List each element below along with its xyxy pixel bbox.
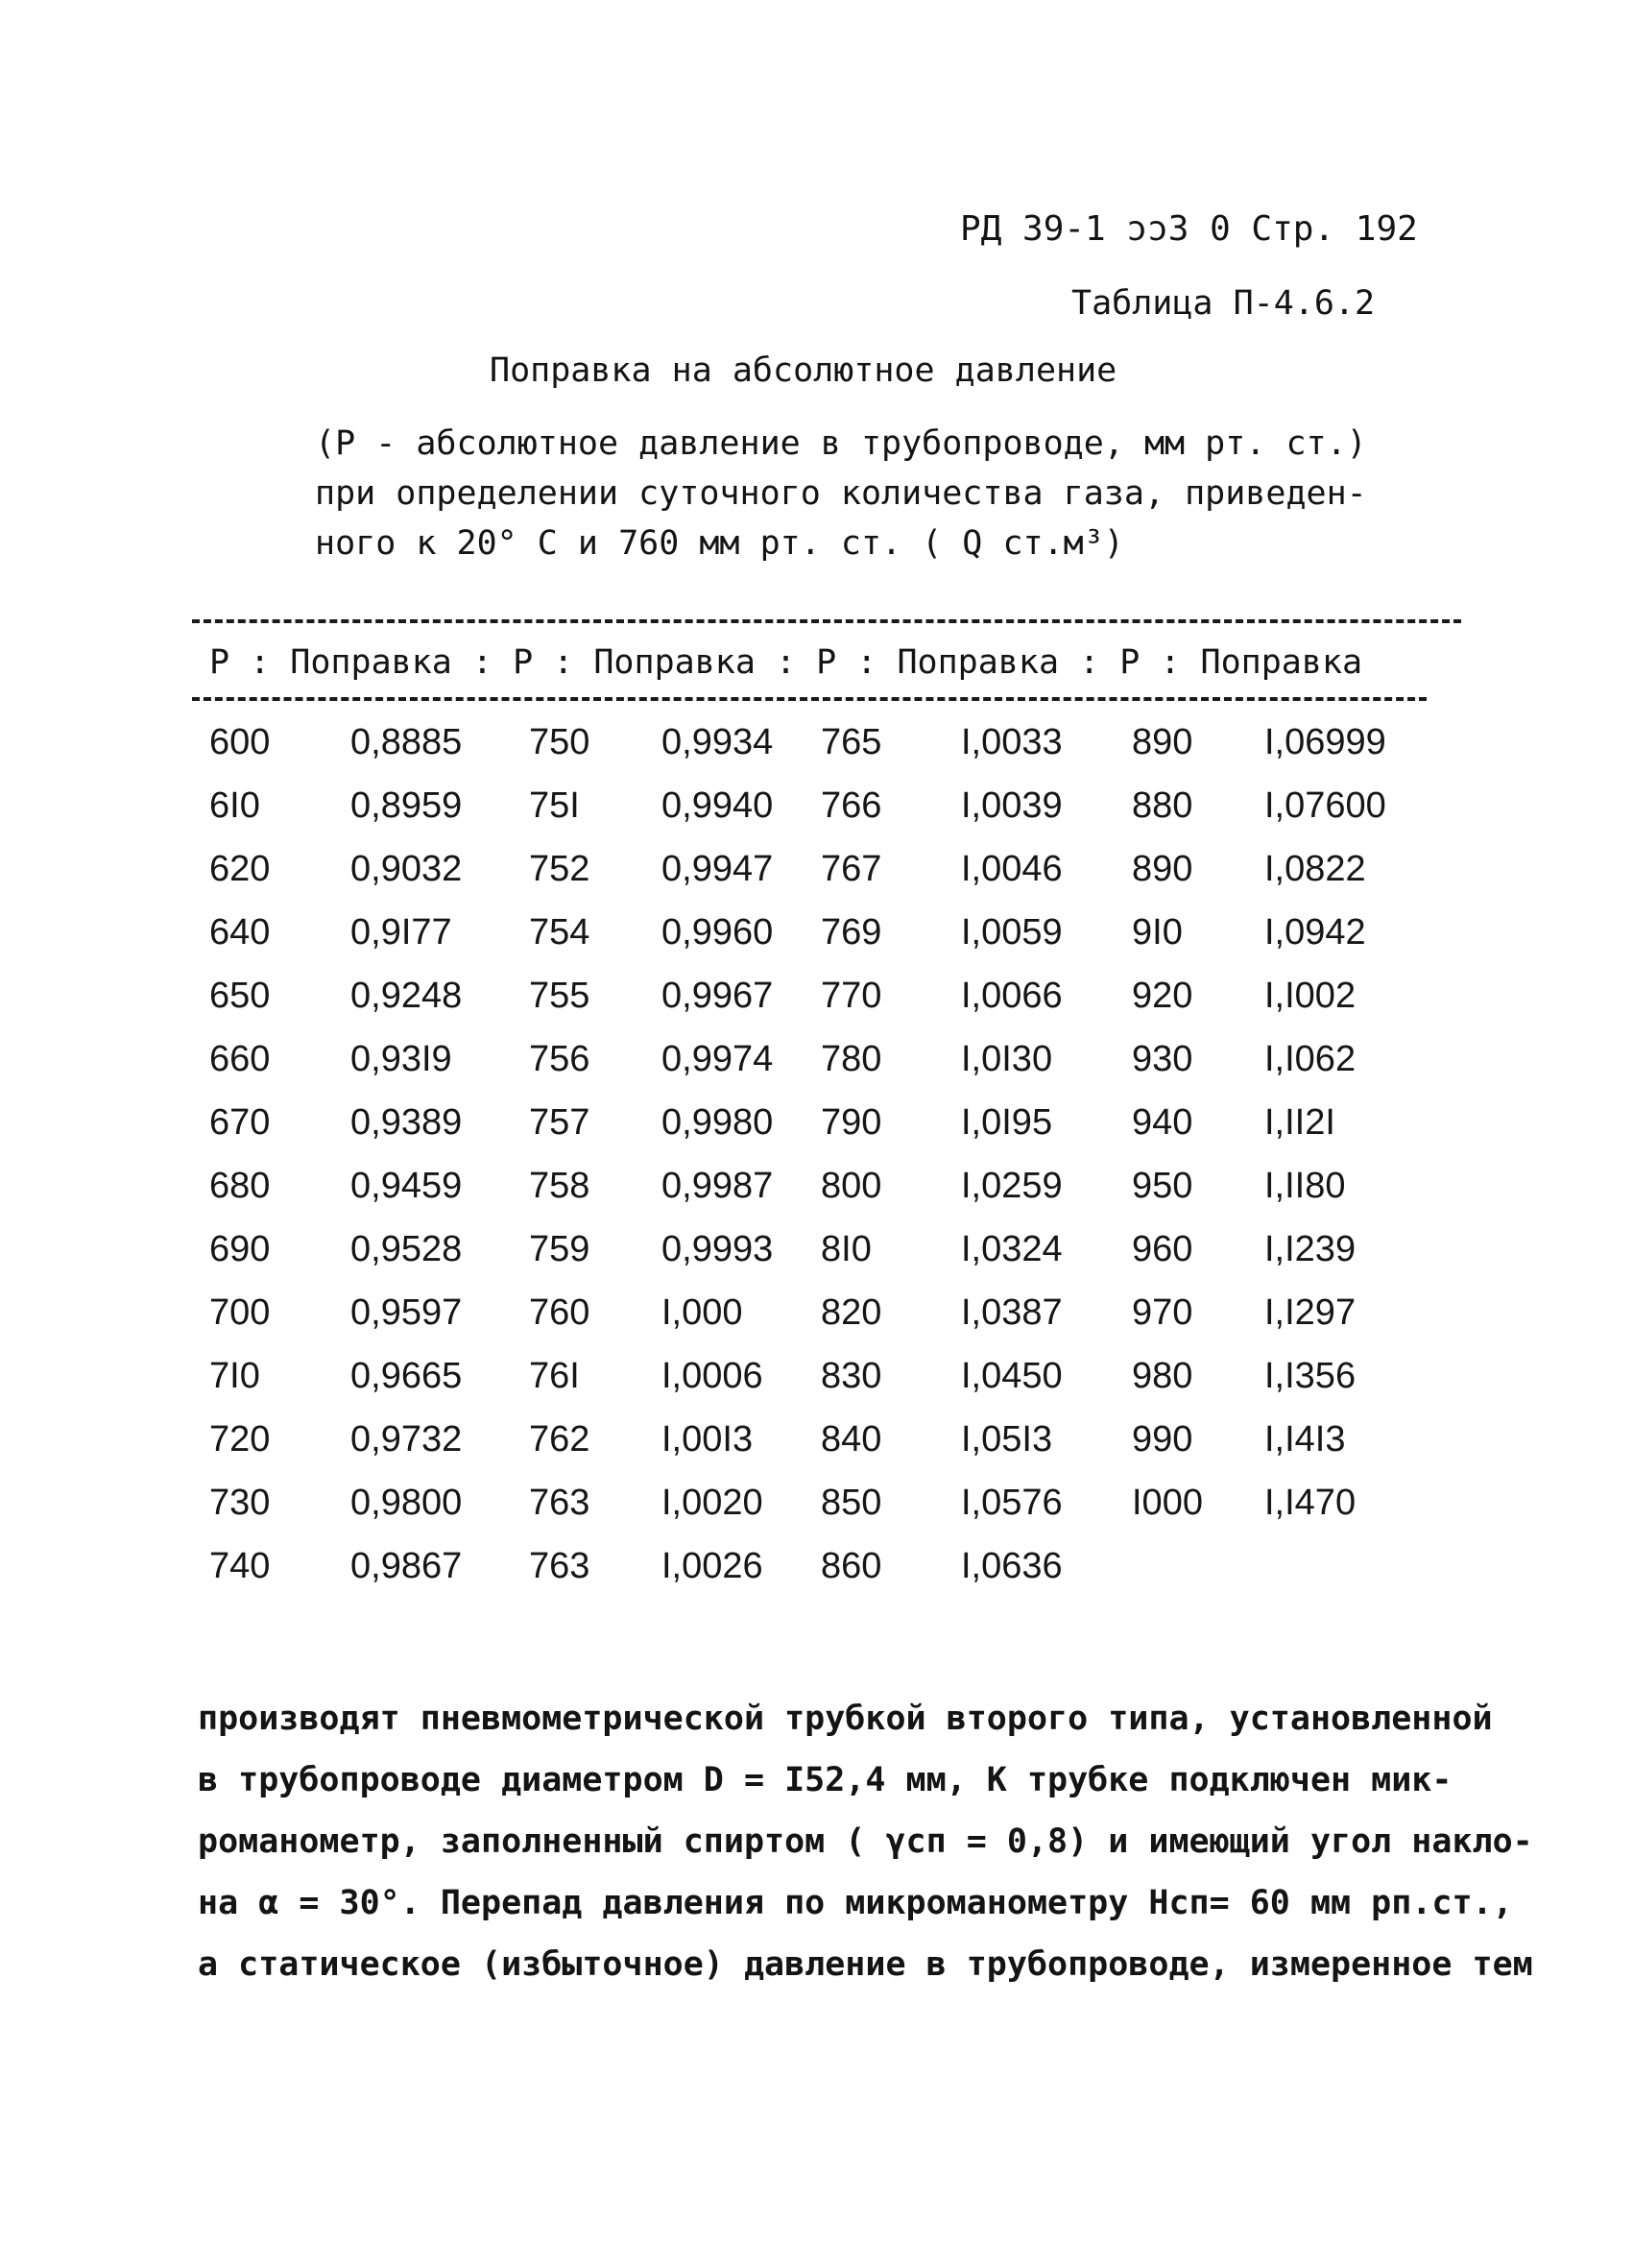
- correction-cell: 0,9987: [661, 1165, 774, 1206]
- body-line: а статическое (избыточное) давление в трубопроводе, измеренное тем: [198, 1945, 1533, 1984]
- correction-cell: I,I297: [1264, 1291, 1357, 1333]
- pressure-cell: 720: [209, 1418, 271, 1460]
- correction-cell: I,I356: [1264, 1355, 1357, 1396]
- correction-cell: 0,9967: [661, 975, 774, 1016]
- correction-cell: I,0324: [961, 1228, 1063, 1269]
- body-line: романометр, заполненный спиртом ( γсп = 0,8) и имеющий угол накло-: [198, 1822, 1533, 1861]
- pressure-cell: 840: [821, 1418, 882, 1460]
- correction-cell: I,0066: [961, 975, 1063, 1016]
- pressure-cell: 940: [1132, 1101, 1193, 1143]
- pressure-cell: 950: [1132, 1165, 1193, 1206]
- pressure-cell: 765: [821, 721, 882, 762]
- pressure-cell: 640: [209, 911, 271, 953]
- table-row: [209, 1344, 1456, 1408]
- correction-cell: I,05I3: [961, 1418, 1053, 1460]
- correction-cell: 0,9974: [661, 1038, 774, 1079]
- table-row: [209, 1218, 1456, 1281]
- correction-cell: I,0576: [961, 1482, 1063, 1523]
- pressure-cell: 790: [821, 1101, 882, 1143]
- pressure-cell: 660: [209, 1038, 271, 1079]
- correction-cell: I,0259: [961, 1165, 1063, 1206]
- subtitle-line: при определении суточного количества газа, приведен-: [315, 474, 1367, 513]
- correction-cell: 0,9993: [661, 1228, 774, 1269]
- table-row: [209, 1408, 1456, 1471]
- pressure-cell: I000: [1132, 1482, 1203, 1523]
- pressure-cell: 920: [1132, 975, 1193, 1016]
- correction-cell: I,0046: [961, 848, 1063, 889]
- pressure-cell: 830: [821, 1355, 882, 1396]
- correction-cell: 0,9528: [350, 1228, 463, 1269]
- pressure-cell: 820: [821, 1291, 882, 1333]
- pressure-cell: 750: [529, 721, 590, 762]
- pressure-cell: 76I: [529, 1355, 580, 1396]
- pressure-cell: 960: [1132, 1228, 1193, 1269]
- pressure-cell: 758: [529, 1165, 590, 1206]
- pressure-cell: 6I0: [209, 784, 260, 826]
- pressure-cell: 890: [1132, 848, 1193, 889]
- table-row: [209, 837, 1456, 901]
- pressure-cell: 759: [529, 1228, 590, 1269]
- table-row: [209, 1154, 1456, 1218]
- pressure-cell: 766: [821, 784, 882, 826]
- pressure-cell: 762: [529, 1418, 590, 1460]
- correction-cell: 0,9597: [350, 1291, 463, 1333]
- table-header: Р : Поправка : Р : Поправка : Р : Поправка : Р : Поправка: [209, 643, 1363, 682]
- correction-cell: I,I4I3: [1264, 1418, 1346, 1460]
- table-row: [209, 901, 1456, 964]
- correction-cell: I,0039: [961, 784, 1063, 826]
- table-body: [209, 711, 1456, 1598]
- correction-cell: I,0033: [961, 721, 1063, 762]
- pressure-cell: 970: [1132, 1291, 1193, 1333]
- correction-cell: 0,9947: [661, 848, 774, 889]
- table-subtitle: [315, 419, 1367, 568]
- pressure-cell: 800: [821, 1165, 882, 1206]
- correction-cell: I,0020: [661, 1482, 763, 1523]
- document-reference: РД 39-1 ɔɔ3 0 Стр. 192: [960, 209, 1418, 249]
- table-row: [209, 964, 1456, 1027]
- pressure-cell: 767: [821, 848, 882, 889]
- correction-cell: I,000: [661, 1291, 743, 1333]
- table-number: Таблица П-4.6.2: [1071, 284, 1376, 323]
- correction-cell: 0,9940: [661, 784, 774, 826]
- pressure-cell: 8I0: [821, 1228, 872, 1269]
- correction-table: [209, 711, 1456, 1598]
- table-row: [209, 1091, 1456, 1154]
- pressure-cell: 930: [1132, 1038, 1193, 1079]
- pressure-cell: 680: [209, 1165, 271, 1206]
- pressure-cell: 860: [821, 1545, 882, 1586]
- pressure-cell: 980: [1132, 1355, 1193, 1396]
- correction-cell: I,I239: [1264, 1228, 1357, 1269]
- pressure-cell: 740: [209, 1545, 271, 1586]
- table-row: [209, 1471, 1456, 1534]
- correction-cell: I,0059: [961, 911, 1063, 953]
- pressure-cell: 763: [529, 1482, 590, 1523]
- subtitle-line: ного к 20° С и 760 мм рт. ст. ( Q ст.м³): [315, 524, 1124, 563]
- correction-cell: 0,8959: [350, 784, 463, 826]
- correction-cell: I,07600: [1264, 784, 1386, 826]
- pressure-cell: 600: [209, 721, 271, 762]
- correction-cell: 0,9867: [350, 1545, 463, 1586]
- correction-cell: I,00I3: [661, 1418, 754, 1460]
- table-header-rule: [192, 697, 1427, 701]
- correction-cell: 0,9459: [350, 1165, 463, 1206]
- correction-cell: I,I470: [1264, 1482, 1357, 1523]
- body-paragraph: [198, 1688, 1533, 1995]
- correction-cell: 0,9248: [350, 975, 463, 1016]
- subtitle-line: (Р - абсолютное давление в трубопроводе, мм рт. ст.): [315, 424, 1367, 463]
- pressure-cell: 760: [529, 1291, 590, 1333]
- pressure-cell: 620: [209, 848, 271, 889]
- correction-cell: I,0942: [1264, 911, 1366, 953]
- correction-cell: 0,9389: [350, 1101, 463, 1143]
- correction-cell: I,I062: [1264, 1038, 1357, 1079]
- correction-cell: [1264, 1534, 1456, 1598]
- pressure-cell: 769: [821, 911, 882, 953]
- correction-cell: I,I002: [1264, 975, 1357, 1016]
- pressure-cell: 690: [209, 1228, 271, 1269]
- correction-cell: I,0822: [1264, 848, 1366, 889]
- pressure-cell: 880: [1132, 784, 1193, 826]
- pressure-cell: 850: [821, 1482, 882, 1523]
- correction-cell: I,0387: [961, 1291, 1063, 1333]
- correction-cell: 0,9032: [350, 848, 463, 889]
- pressure-cell: 755: [529, 975, 590, 1016]
- correction-cell: I,0I95: [961, 1101, 1053, 1143]
- pressure-cell: 763: [529, 1545, 590, 1586]
- table-row: [209, 774, 1456, 837]
- correction-cell: I,II2I: [1264, 1101, 1335, 1143]
- body-line: на α = 30°. Перепад давления по микроманометру Hсп= 60 мм рп.ст.,: [198, 1884, 1513, 1922]
- pressure-cell: 752: [529, 848, 590, 889]
- correction-cell: 0,8885: [350, 721, 463, 762]
- correction-cell: 0,9934: [661, 721, 774, 762]
- pressure-cell: 670: [209, 1101, 271, 1143]
- table-title: Поправка на абсолютное давление: [490, 351, 1117, 390]
- table-row: [209, 1534, 1456, 1598]
- pressure-cell: 890: [1132, 721, 1193, 762]
- correction-cell: I,0I30: [961, 1038, 1053, 1079]
- pressure-cell: 990: [1132, 1418, 1193, 1460]
- body-line: в трубопроводе диаметром D = I52,4 мм, К трубке подключен мик-: [198, 1761, 1453, 1799]
- pressure-cell: 700: [209, 1291, 271, 1333]
- pressure-cell: 754: [529, 911, 590, 953]
- correction-cell: I,0026: [661, 1545, 763, 1586]
- pressure-cell: 9I0: [1132, 911, 1183, 953]
- correction-cell: I,0006: [661, 1355, 763, 1396]
- table-row: [209, 1027, 1456, 1091]
- pressure-cell: 75I: [529, 784, 580, 826]
- correction-cell: 0,9960: [661, 911, 774, 953]
- correction-cell: I,06999: [1264, 721, 1386, 762]
- table-row: [209, 711, 1456, 774]
- pressure-cell: 756: [529, 1038, 590, 1079]
- table-top-rule: [192, 619, 1461, 623]
- correction-cell: I,II80: [1264, 1165, 1346, 1206]
- pressure-cell: 780: [821, 1038, 882, 1079]
- correction-cell: 0,9732: [350, 1418, 463, 1460]
- correction-cell: I,0636: [961, 1545, 1063, 1586]
- correction-cell: 0,9800: [350, 1482, 463, 1523]
- pressure-cell: 770: [821, 975, 882, 1016]
- pressure-cell: 7I0: [209, 1355, 260, 1396]
- body-line: производят пневмометрической трубкой второго типа, установленной: [198, 1700, 1493, 1738]
- correction-cell: 0,9665: [350, 1355, 463, 1396]
- pressure-cell: [1132, 1534, 1264, 1598]
- correction-cell: 0,9I77: [350, 911, 452, 953]
- table-row: [209, 1281, 1456, 1344]
- pressure-cell: 730: [209, 1482, 271, 1523]
- pressure-cell: 757: [529, 1101, 590, 1143]
- correction-cell: I,0450: [961, 1355, 1063, 1396]
- correction-cell: 0,93I9: [350, 1038, 452, 1079]
- pressure-cell: 650: [209, 975, 271, 1016]
- correction-cell: 0,9980: [661, 1101, 774, 1143]
